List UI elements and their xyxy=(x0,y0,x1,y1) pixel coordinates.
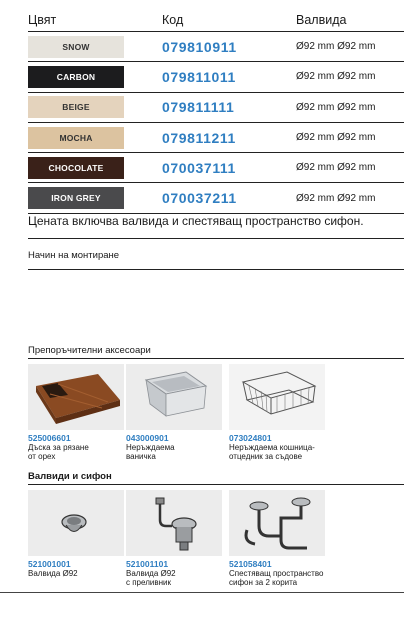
price-note: Цената включва валвида и спестяващ пространство сифон. xyxy=(28,214,364,228)
table-row xyxy=(28,32,404,62)
color-swatch: BEIGE xyxy=(28,96,124,118)
valve-card[interactable] xyxy=(229,490,325,587)
divider xyxy=(0,592,404,593)
basket-strainer-icon xyxy=(28,490,124,556)
valve-desc: Валвида Ø92 xyxy=(126,569,176,578)
color-swatch: CARBON xyxy=(28,66,124,88)
accessory-desc: ваничка xyxy=(126,452,156,461)
divider xyxy=(28,484,404,485)
header-color: Цвят xyxy=(28,12,57,27)
table-row xyxy=(28,62,404,92)
valve-size: Ø92 mm Ø92 mm xyxy=(296,132,376,144)
header-code: Код xyxy=(162,12,184,27)
accessory-card[interactable] xyxy=(126,364,222,461)
product-code: 079810911 xyxy=(162,38,237,55)
accessory-code: 073024801 xyxy=(229,433,272,443)
accessory-desc: Неръждаема кошница- xyxy=(229,443,315,452)
header-valve: Валвида xyxy=(296,12,347,27)
valve-desc: с преливник xyxy=(126,578,171,587)
valve-size: Ø92 mm Ø92 mm xyxy=(296,71,376,83)
accessory-code: 043000901 xyxy=(126,433,169,443)
accessory-desc: Неръждаема xyxy=(126,443,175,452)
table-row xyxy=(28,183,404,213)
valve-code: 521001101 xyxy=(126,559,169,569)
valve-card[interactable] xyxy=(28,490,124,578)
table-header xyxy=(28,8,404,32)
table-row xyxy=(28,153,404,183)
accessories-title: Препоръчителни аксесоари xyxy=(28,345,151,356)
accessory-desc: Дъска за рязане xyxy=(28,443,89,452)
strainer-overflow-icon xyxy=(126,490,222,556)
color-swatch: SNOW xyxy=(28,36,124,58)
valve-desc: сифон за 2 корита xyxy=(229,578,298,587)
product-code: 079811011 xyxy=(162,68,236,85)
table-row xyxy=(28,93,404,123)
valve-size: Ø92 mm Ø92 mm xyxy=(296,41,376,53)
product-code: 079811111 xyxy=(162,99,235,116)
accessory-desc: отцедник за съдове xyxy=(229,452,303,461)
divider xyxy=(28,238,404,239)
accessory-card[interactable] xyxy=(28,364,124,461)
product-code: 079811211 xyxy=(162,129,236,146)
valves-title: Валвиди и сифон xyxy=(28,471,112,482)
mounting-title: Начин на монтиране xyxy=(28,250,120,261)
valve-code: 521001001 xyxy=(28,559,71,569)
color-code-table xyxy=(28,8,404,214)
accessory-code: 525006601 xyxy=(28,433,71,443)
bowl-icon xyxy=(126,364,222,430)
valve-size: Ø92 mm Ø92 mm xyxy=(296,101,376,113)
valve-size: Ø92 mm Ø92 mm xyxy=(296,162,376,174)
table-row xyxy=(28,123,404,153)
color-swatch: CHOCOLATE xyxy=(28,157,124,179)
product-code: 070037211 xyxy=(162,190,237,207)
valve-desc: Валвида Ø92 xyxy=(28,569,78,578)
cutting-board-icon xyxy=(28,364,124,430)
product-code: 070037111 xyxy=(162,159,236,176)
divider xyxy=(28,269,404,270)
siphon-icon xyxy=(229,490,325,556)
color-swatch: MOCHA xyxy=(28,127,124,149)
color-swatch: IRON GREY xyxy=(28,187,124,209)
accessory-card[interactable] xyxy=(229,364,325,461)
valve-size: Ø92 mm Ø92 mm xyxy=(296,192,376,204)
accessory-desc: от орех xyxy=(28,452,56,461)
valve-card[interactable] xyxy=(126,490,222,587)
valve-code: 521058401 xyxy=(229,559,272,569)
divider xyxy=(28,358,404,359)
drainer-basket-icon xyxy=(229,364,325,430)
valve-desc: Спестяващ пространство xyxy=(229,569,324,578)
